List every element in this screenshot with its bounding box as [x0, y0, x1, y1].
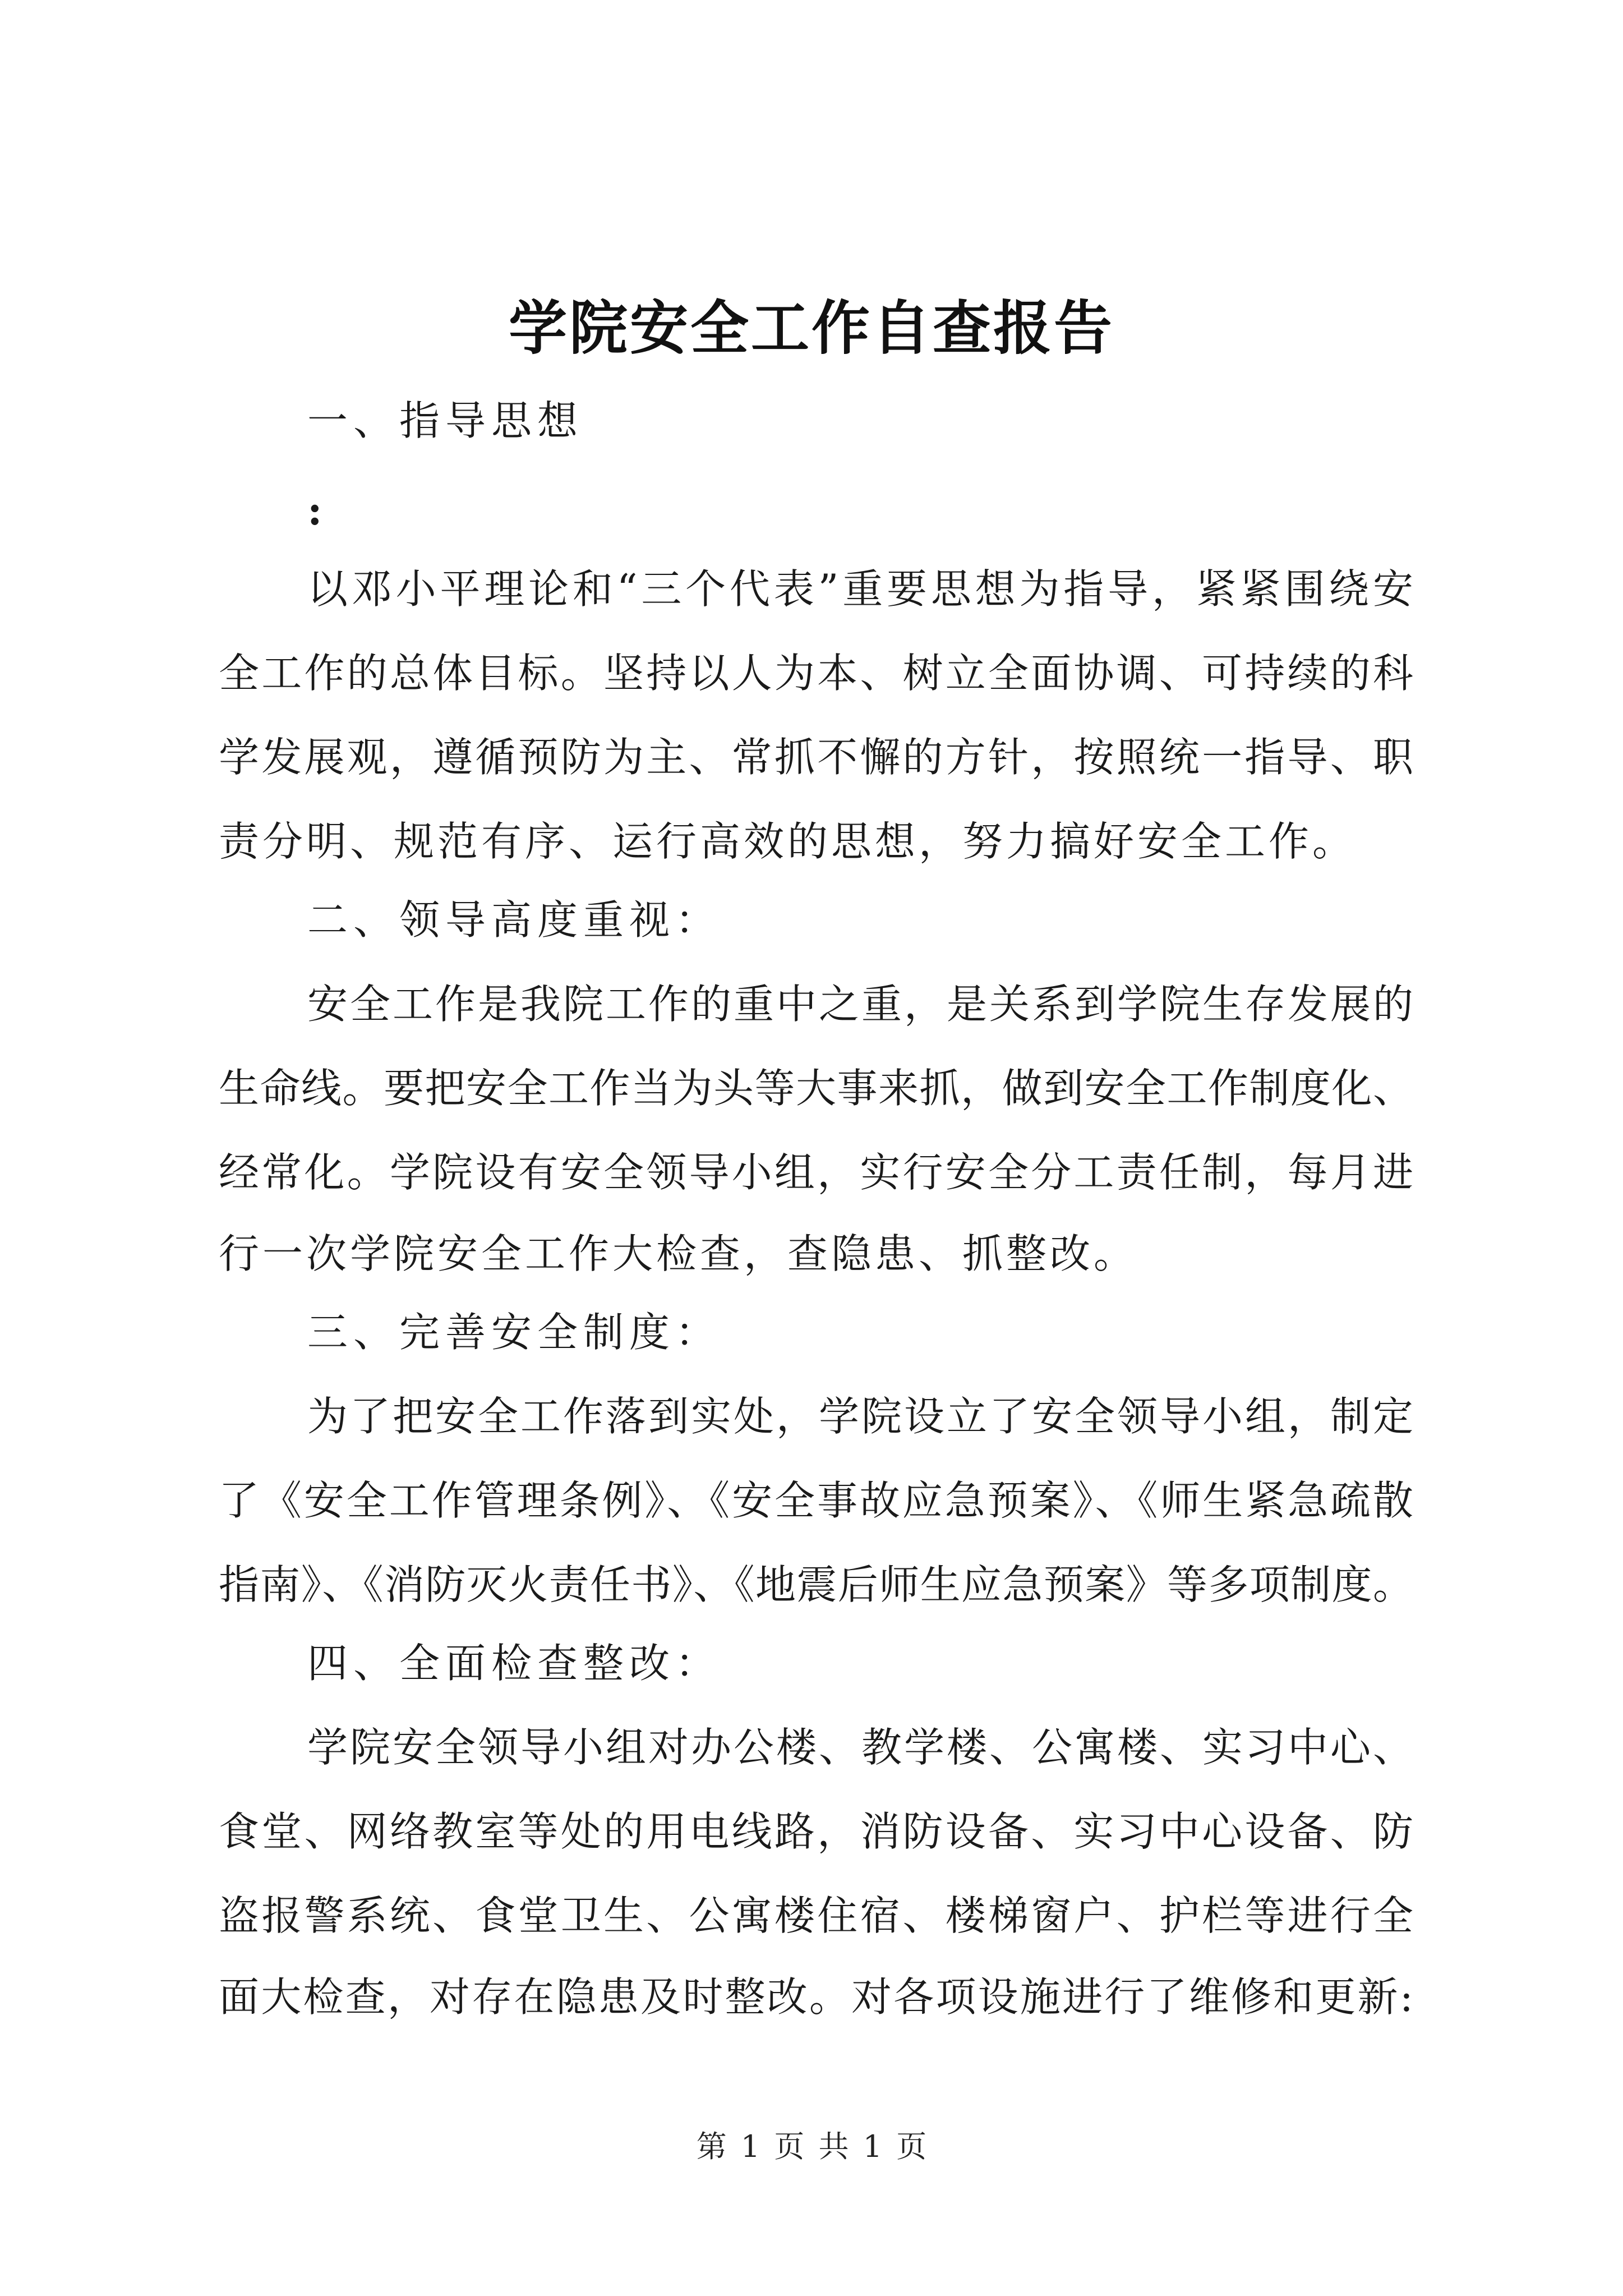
- section-heading-leadership: 二、领导高度重视：: [307, 896, 722, 944]
- paragraph-line: 以邓小平理论和“三个代表”重要思想为指导，紧紧围绕安: [307, 565, 1413, 613]
- paragraph-line: 学发展观，遵循预防为主、常抓不懈的方针，按照统一指导、职: [219, 734, 1413, 781]
- paragraph-line: 生命线。要把安全工作当为头等大事来抓，做到安全工作制度化、: [219, 1065, 1413, 1112]
- paragraph-line: 学院安全领导小组对办公楼、教学楼、公寓楼、实习中心、: [307, 1724, 1413, 1771]
- paragraph-line: 食堂、网络教室等处的用电线路，消防设备、实习中心设备、防: [219, 1808, 1413, 1855]
- section-heading-guiding-ideology: 一、指导思想: [307, 397, 584, 444]
- paragraph-line: 责分明、规范有序、运行高效的思想，努力搞好安全工作。: [219, 818, 1357, 865]
- paragraph-line: 指南》、《消防灭火责任书》、《地震后师生应急预案》等多项制度。: [219, 1561, 1413, 1608]
- paragraph-line: 全工作的总体目标。坚持以人为本、树立全面协调、可持续的科: [219, 650, 1413, 697]
- colon-mark: :: [307, 486, 322, 534]
- section-heading-safety-system: 三、完善安全制度：: [307, 1309, 722, 1356]
- document-title: 学院安全工作自查报告: [508, 293, 1114, 362]
- paragraph-line: 行一次学院安全工作大检查，查隐患、抓整改。: [219, 1230, 1138, 1277]
- section-heading-inspection: 四、全面检查整改：: [307, 1640, 722, 1687]
- paragraph-line: 安全工作是我院工作的重中之重，是关系到学院生存发展的: [307, 981, 1413, 1028]
- paragraph-line: 为了把安全工作落到实处，学院设立了安全领导小组，制定: [307, 1393, 1413, 1440]
- paragraph-line: 了《安全工作管理条例》、《安全事故应急预案》、《师生紧急疏散: [219, 1477, 1413, 1524]
- page-footer: 第 1 页 共 1 页: [696, 2129, 927, 2164]
- paragraph-line: 经常化。学院设有安全领导小组，实行安全分工责任制，每月进: [219, 1149, 1413, 1196]
- paragraph-line: 盗报警系统、食堂卫生、公寓楼住宿、楼梯窗户、护栏等进行全: [219, 1892, 1413, 1939]
- paragraph-line: 面大检查，对存在隐患及时整改。对各项设施进行了维修和更新:: [219, 1973, 1413, 2021]
